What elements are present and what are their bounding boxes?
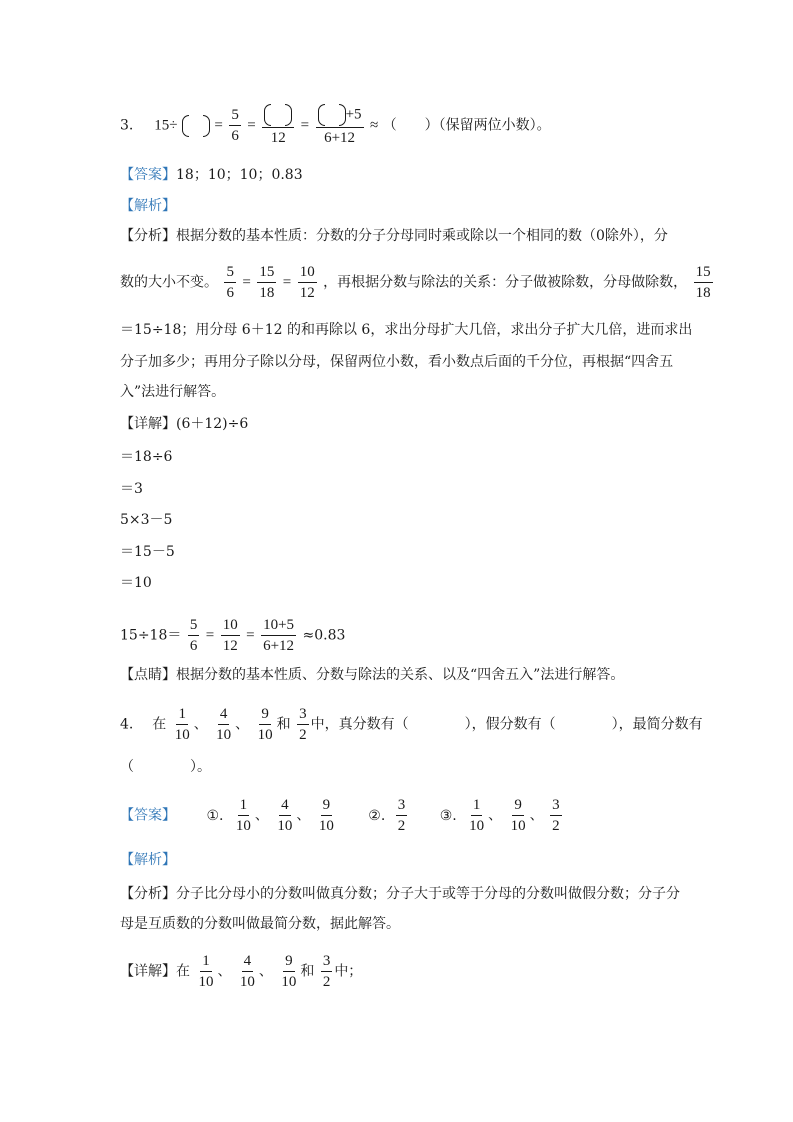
fraction: $\frac{15}{18}$: [259, 264, 275, 301]
q3-xiangjie: [120, 414, 248, 434]
equals-sign: =: [214, 117, 223, 134]
approx-sign: ≈: [370, 117, 379, 134]
q4-fenxi-line-1: [120, 884, 680, 904]
equals-sign: =: [242, 274, 251, 291]
fraction: $\frac{4}{10}$: [216, 706, 232, 743]
step: (6＋12)÷6: [176, 416, 249, 432]
separator: 、: [258, 963, 273, 980]
step: 5×3－5: [120, 512, 173, 528]
separator: 、: [217, 963, 232, 980]
q4-zhong: 中；: [334, 963, 363, 980]
dianjing-text: 根据分数的基本性质、分数与除法的关系、以及“四舍五入”法进行解答。: [176, 667, 625, 683]
fenxi-tag: 【分析】: [120, 228, 176, 244]
q4-text: 中，真分数有（ ），假分数有（ ），最简分数有: [310, 716, 703, 733]
q3-number: 3.: [120, 117, 134, 134]
fenxi-text: 分子比分母小的分数叫做真分数；分子大于或等于分母的分数叫做假分数；分子分: [176, 886, 680, 902]
q4-zai: 在: [152, 716, 167, 733]
q3-blank-3[interactable]: [318, 104, 346, 126]
fraction: $\frac{3}{2}$: [322, 953, 331, 990]
fraction: $\frac{9}{10}$: [318, 797, 334, 834]
fraction: $\frac{10}{12}$: [222, 617, 238, 654]
answer-text: 18；10；10；0.83: [176, 167, 303, 183]
fraction-blank-over-12: 12: [262, 104, 294, 147]
equals-sign: =: [247, 117, 256, 134]
separator: 、: [193, 716, 208, 733]
fraction: $\frac{3}{2}$: [299, 706, 307, 743]
q3-tail: （ ）（保留两位小数）。: [382, 117, 551, 134]
q4-number: 4.: [120, 716, 134, 733]
fraction: $\frac{5}{6}$: [226, 264, 234, 301]
q4-he: 和: [300, 963, 315, 980]
answer-tag: 【答案】: [120, 167, 176, 183]
q4-question-line: [120, 705, 703, 744]
q4-he: 和: [276, 716, 291, 733]
fraction: $\frac{4}{10}$: [277, 797, 293, 834]
dianjing-tag: 【点睛】: [120, 667, 176, 683]
q4-fenxi-line-2: 母是互质数的分数叫做最简分数，据此解答。: [120, 916, 400, 932]
equals-sign: =: [246, 627, 255, 644]
separator: 、: [254, 807, 269, 824]
step: ＝15－5: [120, 544, 175, 560]
q3-lead: 15÷: [154, 117, 178, 134]
fraction: $\frac{9}{10}$: [281, 953, 297, 990]
fraction: $\frac{10}{12}$: [299, 264, 315, 301]
fraction: $\frac{1}{10}$: [469, 797, 485, 834]
answer-item-2: ②.: [368, 807, 386, 824]
q4-jiexi-tag: 【解析】: [120, 852, 176, 868]
separator: 、: [529, 807, 544, 824]
separator: 、: [235, 716, 250, 733]
q4-zai: 在: [176, 963, 190, 980]
equals-sign: =: [300, 117, 310, 134]
xiangjie-tag: 【详解】: [120, 963, 176, 980]
fenxi-text: 根据分数的基本性质：分数的分子分母同时乘或除以一个相同的数（0除外），分: [176, 228, 668, 244]
equals-sign: =: [282, 274, 292, 291]
q3-jiexi-tag: 【解析】: [120, 198, 176, 214]
fraction-5-6: $\frac{5}{6}$: [231, 107, 239, 144]
answer-tag: 【答案】: [120, 807, 176, 824]
fraction: $\frac{5}{6}$: [189, 617, 198, 654]
q3-answer: [120, 165, 303, 185]
fraction: $\frac{3}{2}$: [552, 797, 560, 834]
q3-fenxi-line-3: ＝15÷18；用分母 6＋12 的和再除以 6，求出分母扩大几倍，求出分子扩大几倍，进而求出: [120, 322, 693, 338]
final-lead: 15÷18＝: [120, 627, 182, 644]
fraction: $\frac{10+5}{6+12}$: [263, 617, 295, 654]
q4-xiangjie: [120, 952, 362, 991]
step: ＝10: [120, 575, 152, 591]
equals-sign: =: [205, 627, 215, 644]
step: ＝3: [120, 481, 143, 497]
fraction: $\frac{9}{10}$: [510, 797, 526, 834]
q3-final-line: [120, 616, 345, 655]
xiangjie-tag: 【详解】: [120, 416, 176, 432]
q3-dianjing: [120, 665, 624, 685]
fraction: $\frac{1}{10}$: [174, 706, 190, 743]
fraction: $\frac{15}{18}$: [695, 264, 711, 301]
answer-item-1: ①.: [206, 807, 224, 824]
fraction: $\frac{9}{10}$: [257, 706, 273, 743]
q3-blank-1[interactable]: [182, 115, 210, 137]
fraction: $\frac{1}{10}$: [198, 953, 214, 990]
fraction: $\frac{3}{2}$: [397, 797, 406, 834]
separator: 、: [296, 807, 311, 824]
q3-question-line: [120, 104, 551, 147]
final-tail: ≈0.83: [302, 627, 346, 644]
q3-blank-2[interactable]: [264, 104, 292, 126]
fraction: $\frac{4}{10}$: [239, 953, 255, 990]
separator: 、: [488, 807, 503, 824]
q3-fenxi-line-2: [120, 263, 715, 302]
fenxi-text: ，再根据分数与除法的关系：分子做被除数，分母做除数，: [323, 274, 688, 291]
answer-item-3: ③.: [439, 807, 457, 824]
q4-answer: [120, 796, 564, 835]
q4-text-line-2: （ ）。: [120, 759, 211, 775]
fenxi-tag: 【分析】: [120, 886, 176, 902]
fraction: $\frac{1}{10}$: [235, 797, 251, 834]
fraction-blank-plus-5: $\frac{+5}{6+12}$: [316, 104, 364, 147]
step: ＝18÷6: [120, 449, 173, 465]
fenxi-text: 数的大小不变。: [120, 274, 218, 291]
q3-fenxi-line-4: 分子加多少；再用分子除以分母，保留两位小数，看小数点后面的千分位，再根据“四舍五: [120, 354, 674, 370]
q3-fenxi-line-1: [120, 226, 668, 246]
q3-fenxi-line-5: 入”法进行解答。: [120, 384, 226, 400]
